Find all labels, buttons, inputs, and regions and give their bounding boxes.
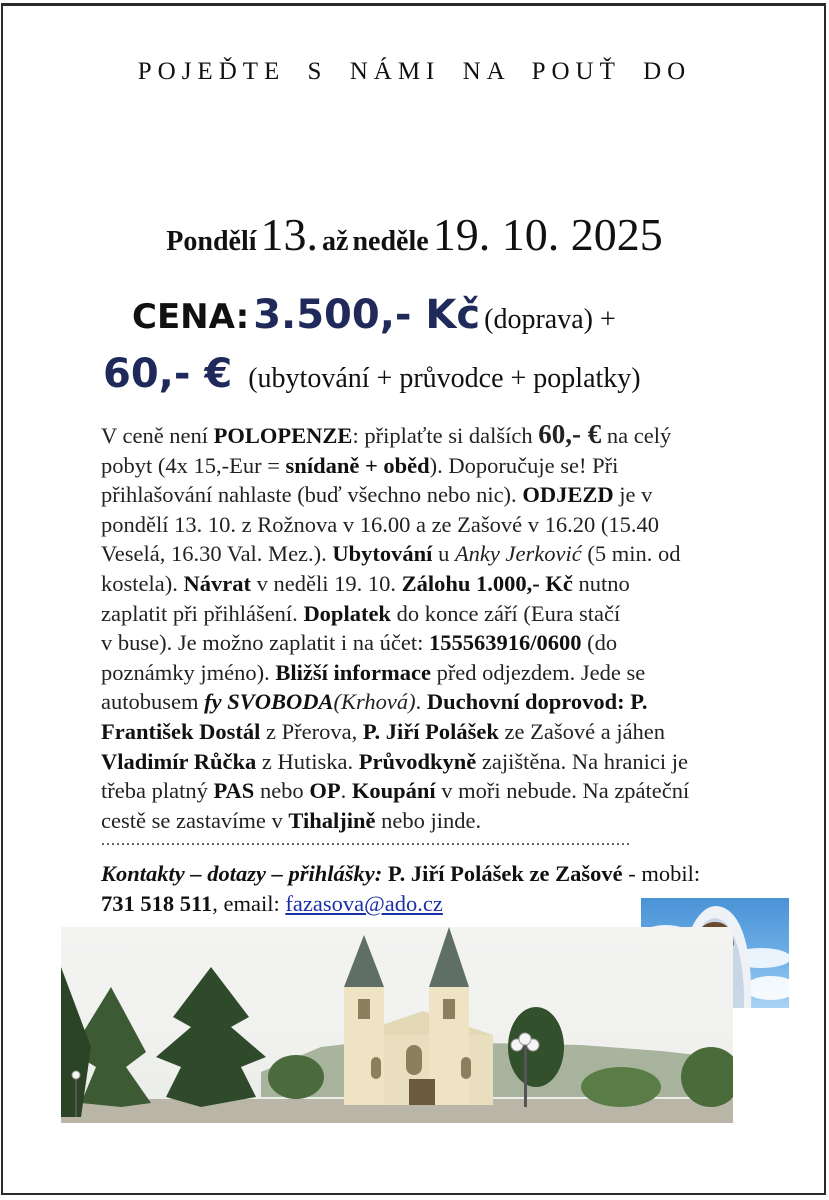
details-text: ). Doporučuje se! Při — [429, 452, 619, 478]
details-text: v moři nebude. Na zpáteční — [435, 778, 690, 804]
details-text: do konce září (Eura stačí — [390, 600, 621, 626]
start-day: Pondělí — [166, 226, 257, 257]
dotted-separator: .......................................................................................................... — [101, 832, 631, 849]
details-text: P. Jiří Polášek — [362, 718, 499, 744]
details-text: zaplatit při přihlášení. — [101, 600, 304, 626]
details-text: Anky Jerković — [454, 541, 582, 567]
contacts-line-1 — [101, 859, 781, 889]
details-line — [101, 628, 781, 658]
details-text: Průvodkyně — [358, 748, 477, 774]
trip-details — [101, 420, 781, 835]
details-text: z Přerova, — [260, 718, 363, 744]
details-text: V ceně není — [101, 423, 214, 448]
mobile-number: 731 518 511 — [101, 891, 213, 916]
end-date: 19. 10. 2025 — [432, 209, 663, 260]
details-text: nebo — [254, 778, 310, 804]
price-czk: 3.500,- Kč — [253, 292, 481, 338]
details-text: Ubytování — [332, 541, 433, 567]
details-text: (do — [581, 630, 618, 656]
contact-name: P. Jiří Polášek ze Zašové — [387, 861, 623, 886]
details-text: (5 min. od — [581, 541, 681, 567]
page-heading: POJEĎTE S NÁMI NA POUŤ DO — [137, 58, 692, 85]
details-text: Doplatek — [303, 600, 391, 626]
details-text: ze Zašové a jáhen — [498, 718, 666, 744]
email-link[interactable]: fazasova@ado.cz — [285, 891, 443, 916]
details-line — [101, 687, 781, 717]
details-line — [101, 776, 781, 806]
details-text: přihlašování nahlaste (buď všechno nebo nic). — [101, 482, 523, 508]
price-label: CENA: — [132, 297, 250, 337]
details-text: František Dostál — [101, 718, 261, 744]
details-text: cestě se zastavíme v — [101, 807, 289, 833]
details-text: Tihaljině — [288, 807, 376, 833]
details-text: OP — [309, 778, 341, 804]
details-line — [101, 717, 781, 747]
details-text: snídaně + oběd — [285, 452, 430, 478]
details-text: u — [432, 541, 455, 567]
details-text: pondělí 13. 10. z Rožnova v 16.00 a ze Zašové v 16.20 (15.40 — [101, 511, 660, 537]
details-text: (Krhová) — [333, 689, 416, 715]
details-text: Bližší informace — [275, 659, 431, 685]
details-line — [101, 480, 781, 510]
price-eur-note: (ubytování + průvodce + poplatky) — [248, 363, 641, 394]
details-text: před odjezdem. Jede se — [430, 659, 646, 685]
details-text: PAS — [213, 778, 255, 804]
mobile-label: - mobil: — [622, 861, 701, 886]
price-eur: 60,- € — [103, 351, 233, 397]
details-text: pobyt (4x 15,-Eur = — [101, 452, 286, 478]
details-text: zajištěna. Na hranici je — [476, 748, 689, 774]
details-text: . — [415, 689, 427, 715]
details-text: Zálohu 1.000,- Kč — [401, 570, 573, 596]
details-text: 155563916/0600 — [429, 630, 582, 656]
details-text: 60,- € — [538, 419, 602, 449]
details-text: Návrat — [183, 570, 251, 596]
details-text: na celý — [601, 423, 672, 448]
details-text: : připlaťte si dalších — [352, 423, 539, 448]
contacts-label: Kontakty – dotazy – přihlášky: — [101, 861, 383, 886]
details-text: Duchovní doprovod: P. — [426, 689, 648, 715]
details-text: autobusem — [101, 689, 205, 715]
details-text: Veselá, 16.30 Val. Mez.). — [101, 541, 333, 567]
date-connector: až — [322, 226, 349, 257]
details-line — [101, 510, 781, 540]
details-text: nebo jinde. — [375, 807, 482, 833]
details-text: fy SVOBODA — [204, 689, 334, 715]
details-line — [101, 747, 781, 777]
details-text: poznámky jméno). — [101, 659, 276, 685]
details-text: v buse). Je možno zaplatit i na účet: — [101, 630, 430, 656]
details-text: nutno — [572, 570, 630, 596]
details-text: kostela). — [101, 570, 184, 596]
details-text: Koupání — [351, 778, 436, 804]
details-text: Vladimír Růčka — [101, 748, 257, 774]
details-text: je v — [613, 482, 653, 508]
price-czk-line — [132, 292, 616, 338]
details-line — [101, 420, 781, 451]
details-line — [101, 539, 781, 569]
details-line — [101, 569, 781, 599]
details-line — [101, 599, 781, 629]
price-eur-line — [103, 351, 641, 397]
church-illustration — [61, 927, 733, 1123]
church-photo — [61, 927, 733, 1123]
email-label: , email: — [212, 891, 286, 916]
details-line — [101, 451, 781, 481]
end-day: neděle — [352, 226, 429, 257]
details-text: třeba platný — [101, 778, 214, 804]
details-text: POLOPENZE — [213, 423, 353, 448]
trip-dates — [0, 208, 829, 261]
details-line — [101, 806, 781, 836]
price-czk-note: (doprava) + — [484, 304, 616, 335]
details-text: ODJEZD — [522, 482, 614, 508]
details-text: z Hutiska. — [256, 748, 359, 774]
start-date: 13. — [260, 209, 319, 260]
details-line — [101, 658, 781, 688]
details-text: . — [340, 778, 352, 804]
details-text: v neděli 19. 10. — [250, 570, 402, 596]
